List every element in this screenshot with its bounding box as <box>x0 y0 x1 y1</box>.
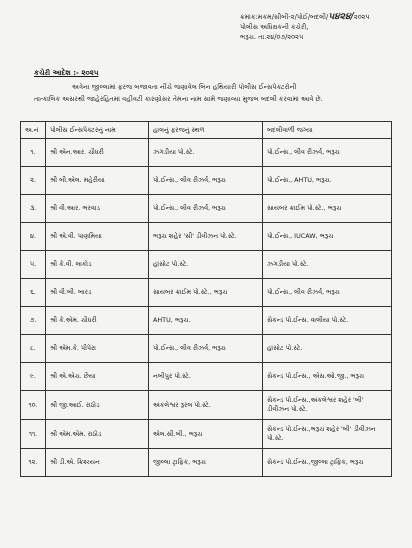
new-post-cell: સેકન્ડ પો.ઈન્સ.,ભરૂચ શહેર 'બી' ડીવીઝન પો.સ્ટે. <box>263 420 392 449</box>
office-header <box>240 12 390 42</box>
serial-cell: ૭. <box>21 307 46 335</box>
name-cell: શ્રી ડી.એ. ક્રિશ્ચ્યન <box>46 449 149 477</box>
serial-cell: ૬. <box>21 279 46 307</box>
ref-prefix: ક્રમાંક:મકમ/સીબી-૨/પોઈ/બદલી/ <box>240 13 329 21</box>
new-post-cell: પો.ઈન્સ., લીવ રીઝર્વ, ભરૂચ <box>263 139 392 167</box>
table-row <box>21 363 392 391</box>
table-row <box>21 167 392 195</box>
current-post-cell: જીલ્લા ટ્રાફિક, ભરૂચ <box>149 449 263 477</box>
table-row <box>21 307 392 335</box>
new-post-cell: સેકન્ડ પો.ઈન્સ.,જીલ્લા ટ્રાફિક, ભરૂચ <box>263 449 392 477</box>
name-cell: શ્રી વી.બી. બારડ <box>46 279 149 307</box>
current-post-cell: નબીપુર પો.સ્ટે. <box>149 363 263 391</box>
name-cell: શ્રી એમ.કે. પીપેરા <box>46 335 149 363</box>
new-post-cell: સેકન્ડ પો.ઈન્સ., એસ.ઓ.જી., ભરૂચ <box>263 363 392 391</box>
current-post-cell: પો.ઈન્સ., લીવ રીઝર્વ, ભરૂચ <box>149 167 263 195</box>
serial-cell: ૧૧. <box>21 420 46 449</box>
serial-cell: ૫. <box>21 251 46 279</box>
table-row <box>21 251 392 279</box>
table-row <box>21 195 392 223</box>
order-title: કચેરી આદેશ :- ૨૦૨૫ <box>34 69 99 77</box>
serial-cell: ૧૨. <box>21 449 46 477</box>
serial-cell: ૪. <box>21 223 46 251</box>
current-post-cell: ભરૂચ શહેર 'સી' ડીવીઝન પો.સ્ટે. <box>149 223 263 251</box>
place-date: ભરૂચ. તા.૨૪/૦૭/૨૦૨૫ <box>240 33 304 41</box>
new-post-cell: સાયબર ક્રાઈમ પો.સ્ટે., ભરૂચ <box>263 195 392 223</box>
new-post-cell: પો.ઈન્સ., IUCAW, ભરૂચ <box>263 223 392 251</box>
current-post-cell: પો.ઈન્સ., લીવ રીઝર્વ, ભરૂચ <box>149 335 263 363</box>
table-row <box>21 335 392 363</box>
table-row <box>21 420 392 449</box>
name-cell: શ્રી એમ.એમ. રાઠોડ <box>46 420 149 449</box>
current-post-cell: સાયબર ક્રાઈમ પો.સ્ટે., ભરૂચ <box>149 279 263 307</box>
new-post-cell: ઝગડીયા પો.સ્ટે. <box>263 251 392 279</box>
intro-line-1: અત્રેના જીલ્લામાં ફરજ બજાવતા નીચે જણાવેલ બિન હથિયારી પોલીસ ઈન્સપેક્ટરોની <box>72 83 297 91</box>
serial-cell: ૮. <box>21 335 46 363</box>
current-post-cell: પો.ઈન્સ., લીવ રીઝર્વ, ભરૂચ <box>149 195 263 223</box>
serial-cell: ૧૦. <box>21 391 46 420</box>
name-cell: શ્રી કે.એમ. ચૌધરી <box>46 307 149 335</box>
name-cell: શ્રી જી.આઈ. રાઠોડ <box>46 391 149 420</box>
table-row <box>21 223 392 251</box>
name-cell: શ્રી એ.વી. પાણમિયા <box>46 223 149 251</box>
office-name: પોલીસ અધિક્ષકની કચેરી, <box>240 23 309 31</box>
new-post-cell: પો.ઈન્સ., લીવ રીઝર્વ, ભરૂચ <box>263 279 392 307</box>
serial-cell: ૧. <box>21 139 46 167</box>
name-cell: શ્રી કે.વી. લાકોડ <box>46 251 149 279</box>
table-header-row <box>21 122 392 139</box>
header-current-post: હાલનું ફરજનું સ્થળ <box>149 122 263 139</box>
current-post-cell: હાંસોટ પો.સ્ટે. <box>149 251 263 279</box>
current-post-cell: ઝગડીયા પો.સ્ટે. <box>149 139 263 167</box>
transfer-table <box>20 121 392 477</box>
current-post-cell: અંકલેશ્વર રૂરલ પો.સ્ટે. <box>149 391 263 420</box>
new-post-cell: હાંસોટ પો.સ્ટે. <box>263 335 392 363</box>
order-intro <box>34 81 386 105</box>
name-cell: શ્રી વી.આર. ભરવાડ <box>46 195 149 223</box>
serial-cell: ૨. <box>21 167 46 195</box>
ref-handwritten-number: ૫૪૨૪/ <box>328 12 354 22</box>
reference-number <box>240 12 390 22</box>
table-row <box>21 279 392 307</box>
name-cell: શ્રી એ.એચ. છૈયા <box>46 363 149 391</box>
current-post-cell: એલ.સી.બી., ભરૂચ <box>149 420 263 449</box>
table-row <box>21 139 392 167</box>
current-post-cell: AHTU, ભરૂચ. <box>149 307 263 335</box>
serial-cell: ૯. <box>21 363 46 391</box>
name-cell: શ્રી બી.એલ. મહેરીયા <box>46 167 149 195</box>
table-row <box>21 449 392 477</box>
header-name: પોલીસ ઈન્સપેક્ટરનું નામ <box>46 122 149 139</box>
new-post-cell: સેકન્ડ પો.ઈન્સ.,અંકલેશ્વર શહેર 'બી' ડીવીઝન પો.સ્ટે. <box>263 391 392 420</box>
header-new-post: બદલીવાળી જગ્યા <box>263 122 392 139</box>
new-post-cell: સેકન્ડ પો.ઈન્સ. વાલીયા પો.સ્ટે. <box>263 307 392 335</box>
serial-cell: ૩. <box>21 195 46 223</box>
name-cell: શ્રી એન.આર. ચૌધરી <box>46 139 149 167</box>
header-serial: અ.નં <box>21 122 46 139</box>
table-row <box>21 391 392 420</box>
ref-year: ૨૦૨૫ <box>353 13 370 21</box>
new-post-cell: પો.ઈન્સ., AHTU, ભરૂચ. <box>263 167 392 195</box>
intro-line-2: તાત્કાલિક અસરથી જાહેરહિતમાં વહીવટી કારણોસર તેમના નામ સામે જણાવ્યા મુજબ બદલી કરવામાં આવે છે. <box>34 95 323 103</box>
